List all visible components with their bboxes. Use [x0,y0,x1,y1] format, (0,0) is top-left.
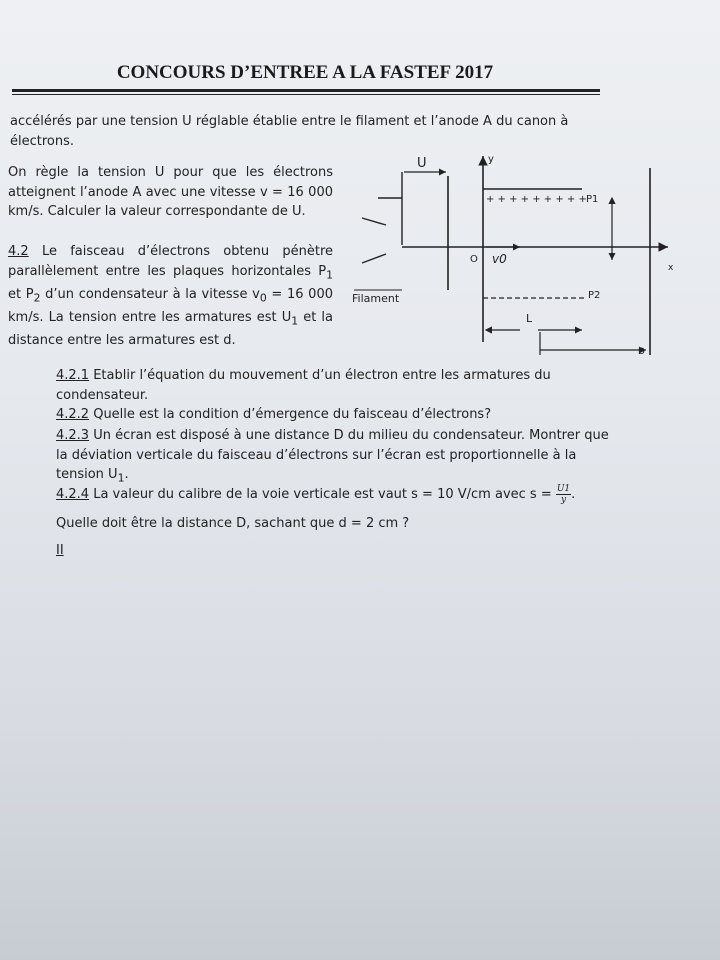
question-4-2-2 [56,405,616,425]
intro-paragraph: accélérés par une tension U réglable établie entre le filament et l’anode A du canon à électrons. [10,114,569,149]
cathode-lower [362,254,386,263]
section-mark-ii: II [56,543,64,558]
s-fraction-numerator: U1 [556,484,571,494]
part-4-2-text-a: Le faisceau d’électrons obtenu pénètre parallèlement entre les plaques horizontales P [8,244,333,279]
x-axis-label: x [668,263,674,273]
sub-p1: 1 [326,268,333,282]
velocity-label: v0 [492,252,507,266]
sub-p2: 2 [33,291,41,305]
voltage-label-u: U [417,156,427,171]
length-label-l: L [526,312,533,325]
q-4-2-3-end: . [124,467,129,482]
part-4-2-text-d: = 16 000 km/s. La tension entre les armatures est U [8,286,333,325]
q-4-2-2-number: 4.2.2 [56,407,90,422]
q-4-2-1-number: 4.2.1 [56,368,90,383]
distance-label-d: D [638,347,645,357]
electron-deflection-diagram [350,150,690,365]
question-distance-d: Quelle doit être la distance D, sachant que d = 2 cm ? [56,516,410,531]
q-4-2-2-text: Quelle est la condition d’émergence du faisceau d’électrons? [89,407,492,422]
s-fraction [556,484,571,505]
title-rule-thick [12,89,600,92]
part-4-2-text-c: d’un condensateur à la vitesse v [40,286,260,302]
title-rule-thin [12,94,600,95]
q-4-2-3-text: Un écran est disposé à une distance D du milieu du condensateur. Montrer que la déviation verticale du faisceau d’électrons sur l’écran est proportionnelle à la tension U [56,428,609,482]
sub-u1: 1 [291,314,299,328]
q-4-2-3-number: 4.2.3 [56,428,90,443]
q-4-2-1-text: Etablir l’équation du mouvement d’un électron entre les armatures du condensateur. [56,368,551,403]
filament-label: Filament [352,292,400,305]
q-4-2-4-end: . [571,487,576,502]
question-4-2-3 [56,426,616,488]
part-4-1-paragraph: On règle la tension U pour que les électrons atteignent l’anode A avec une vitesse v = 16 000 km/s. Calculer la valeur correspondante de U. [8,165,333,219]
exam-title: CONCOURS D’ENTREE A LA FASTEF 2017 [116,62,494,83]
origin-label: O [470,254,478,265]
y-axis-label: y [488,154,494,165]
question-4-2-4 [56,484,616,505]
part-4-2-paragraph [8,242,333,350]
sub-v0: 0 [259,291,267,305]
plate-p1-label: P1 [586,194,599,205]
q-4-2-4-number: 4.2.4 [56,487,90,502]
plate-p2-label: P2 [588,290,601,301]
question-4-2-1 [56,366,616,405]
part-4-2-number: 4.2 [8,244,29,259]
part-4-2-text-b: et P [8,286,34,302]
q-4-2-3-sub: 1 [117,471,125,485]
cathode-upper [362,218,386,225]
part-4-2-text-e: et la distance entre les armatures est d. [8,309,333,348]
plate-p1-charges: + + + + + + + + + [486,194,587,205]
s-fraction-denominator: y [560,495,567,505]
q-4-2-4-text: La valeur du calibre de la voie verticale est vaut s = 10 V/cm avec s = [89,487,556,502]
